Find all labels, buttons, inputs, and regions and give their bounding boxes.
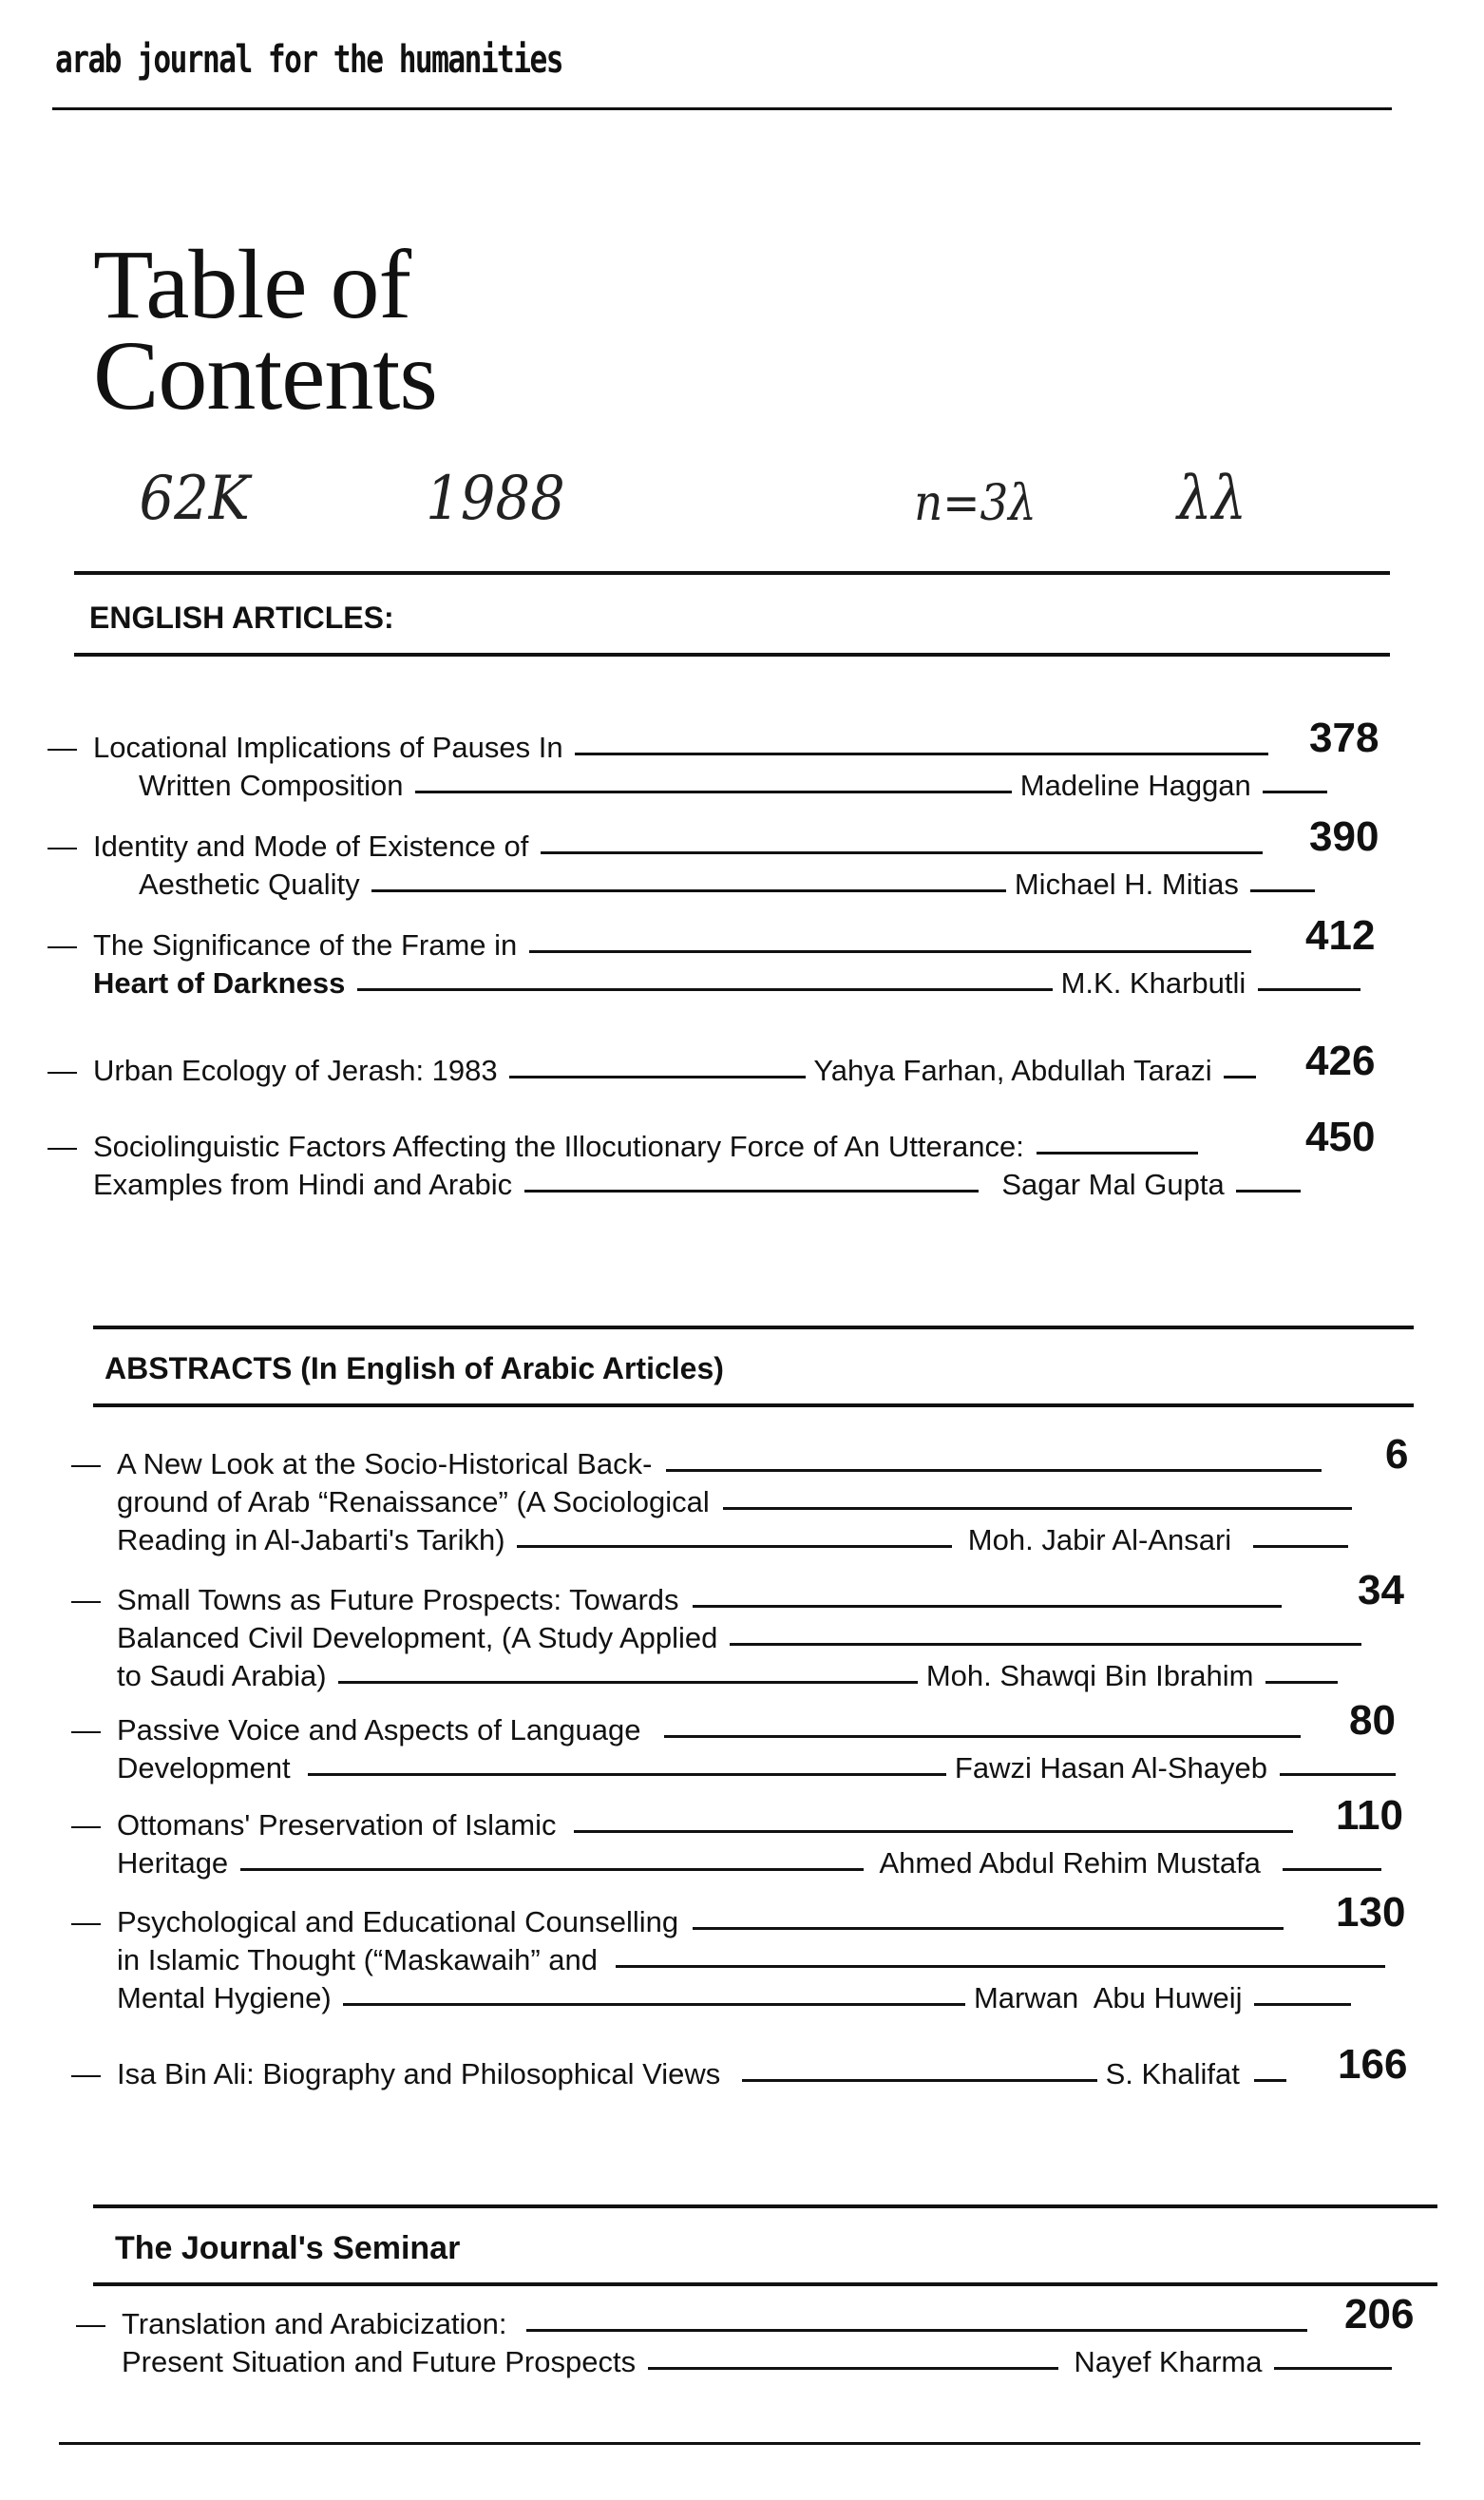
- dot-leader: [1258, 988, 1360, 991]
- entry-title-line: ground of Arab “Renaissance” (A Sociological: [117, 1485, 710, 1518]
- entry-title-line: Present Situation and Future Prospects: [122, 2345, 637, 2378]
- dot-leader: [616, 1965, 1385, 1968]
- entry-title-line: Urban Ecology of Jerash: 1983: [93, 1054, 498, 1087]
- entry-dash: —: [71, 1447, 101, 1480]
- page-number: 450: [1305, 1114, 1376, 1160]
- page-number: 378: [1309, 715, 1379, 761]
- dot-leader: [693, 1927, 1284, 1930]
- handwritten-code-3: n=3λ: [914, 475, 1037, 532]
- dot-leader: [308, 1773, 946, 1776]
- entry-title-line: Translation and Arabicization:: [122, 2307, 507, 2340]
- entry-title-line: Heart of Darkness: [93, 966, 346, 1000]
- toc-entry-english-3: [48, 912, 1392, 1002]
- dot-leader: [1254, 2003, 1351, 2006]
- entry-author: Fawzi Hasan Al-Shayeb: [954, 1751, 1268, 1784]
- page-title: [93, 230, 437, 430]
- toc-entry-abstract-5: [71, 1889, 1414, 2017]
- dot-leader: [666, 1469, 1322, 1472]
- dot-leader: [343, 2003, 965, 2006]
- dot-leader: [1253, 1545, 1348, 1548]
- entry-dash: —: [71, 2057, 101, 2090]
- handwritten-code-2: 1988: [426, 464, 565, 534]
- entry-dash: —: [71, 1713, 101, 1746]
- dot-leader: [1037, 1152, 1198, 1155]
- entry-title-line: Sociolinguistic Factors Affecting the Illocutionary Force of An Utterance:: [93, 1130, 1024, 1163]
- entry-title-line: Ottomans' Preservation of Islamic: [117, 1808, 557, 1842]
- toc-entry-abstract-4: [71, 1792, 1414, 1882]
- dot-leader: [415, 791, 1012, 793]
- abstracts-heading: ABSTRACTS (In English of Arabic Articles): [105, 1351, 724, 1385]
- dot-leader: [1250, 889, 1315, 892]
- toc-entry-english-5: [48, 1114, 1392, 1204]
- dot-leader: [371, 889, 1006, 892]
- page-number: 166: [1338, 2041, 1408, 2088]
- abstracts-top-rule: [93, 1326, 1414, 1329]
- page-number: 6: [1385, 1431, 1409, 1478]
- dot-leader: [1274, 2367, 1392, 2370]
- entry-dash: —: [48, 1054, 77, 1087]
- toc-entry-abstract-2: [71, 1567, 1414, 1695]
- seminar-bottom-rule: [93, 2282, 1437, 2286]
- dot-leader: [517, 1545, 952, 1548]
- toc-entry-english-1: [48, 715, 1392, 805]
- entry-author: Moh. Shawqi Bin Ibrahim: [925, 1659, 1254, 1692]
- entry-author: Marwan Abu Huweij: [973, 1981, 1243, 2014]
- entry-author: Yahya Farhan, Abdullah Tarazi: [813, 1054, 1212, 1087]
- dot-leader: [1280, 1773, 1396, 1776]
- dot-leader: [664, 1735, 1301, 1738]
- entry-title-line: Development: [117, 1751, 291, 1784]
- english-top-rule: [74, 571, 1390, 575]
- journal-name: arab journal for the humanities: [55, 38, 562, 82]
- dot-leader: [541, 851, 1263, 854]
- toc-entry-english-2: [48, 813, 1392, 904]
- entry-title-line: Identity and Mode of Existence of: [93, 830, 529, 863]
- dot-leader: [1283, 1868, 1381, 1871]
- dot-leader: [524, 1190, 979, 1193]
- title-line-2: Contents: [93, 321, 437, 430]
- dot-leader: [1224, 1076, 1256, 1078]
- toc-entry-abstract-6: [71, 2041, 1414, 2093]
- entry-dash: —: [48, 731, 77, 764]
- entry-title-line: Passive Voice and Aspects of Language: [117, 1713, 641, 1746]
- page-number: 130: [1336, 1889, 1406, 1936]
- entry-title-line: Examples from Hindi and Arabic: [93, 1168, 513, 1201]
- page-number: 390: [1309, 813, 1379, 860]
- dot-leader: [529, 950, 1251, 953]
- dot-leader: [742, 2079, 1097, 2082]
- seminar-top-rule: [93, 2204, 1437, 2208]
- entry-title-line: Locational Implications of Pauses In: [93, 731, 563, 764]
- dot-leader: [526, 2329, 1307, 2332]
- entry-title-line: Aesthetic Quality: [139, 868, 360, 901]
- entry-title-line: Heritage: [117, 1846, 229, 1880]
- entry-author: Madeline Haggan: [1019, 769, 1251, 802]
- entry-dash: —: [48, 928, 77, 962]
- dot-leader: [648, 2367, 1058, 2370]
- page-number: 34: [1358, 1567, 1404, 1613]
- handwritten-code-1: 62K: [139, 464, 250, 534]
- entry-dash: —: [71, 1583, 101, 1616]
- dot-leader: [357, 988, 1053, 991]
- entry-title-line: Written Composition: [139, 769, 404, 802]
- title-line-1: Table of: [93, 230, 411, 339]
- entry-title-line: to Saudi Arabia): [117, 1659, 327, 1692]
- abstracts-bottom-rule: [93, 1403, 1414, 1407]
- english-heading: ENGLISH ARTICLES:: [89, 601, 394, 635]
- dot-leader: [1254, 2079, 1286, 2082]
- toc-entry-english-4: [48, 1038, 1392, 1090]
- entry-title-line: A New Look at the Socio-Historical Back-: [117, 1447, 653, 1480]
- toc-entry-abstract-1: [71, 1431, 1414, 1559]
- dot-leader: [723, 1507, 1352, 1510]
- dot-leader: [1263, 791, 1327, 793]
- entry-title-line: Balanced Civil Development, (A Study Applied: [117, 1621, 718, 1654]
- entry-author: Ahmed Abdul Rehim Mustafa: [879, 1846, 1261, 1880]
- dot-leader: [338, 1681, 918, 1684]
- footer-rule: [59, 2442, 1420, 2445]
- entry-title-line: The Significance of the Frame in: [93, 928, 518, 962]
- page-number: 110: [1336, 1792, 1403, 1839]
- header-rule: [52, 107, 1392, 110]
- page-number: 206: [1344, 2291, 1415, 2338]
- entry-author: Moh. Jabir Al-Ansari: [967, 1523, 1232, 1556]
- entry-title-line: Small Towns as Future Prospects: Towards: [117, 1583, 679, 1616]
- toc-entry-abstract-3: [71, 1697, 1414, 1787]
- entry-dash: —: [48, 830, 77, 863]
- entry-title-line: Mental Hygiene): [117, 1981, 332, 2014]
- entry-author: M.K. Kharbutli: [1060, 966, 1246, 1000]
- entry-title-line: in Islamic Thought (“Maskawaih” and: [117, 1943, 598, 1976]
- page-number: 412: [1305, 912, 1376, 959]
- entry-dash: —: [48, 1130, 77, 1163]
- dot-leader: [240, 1868, 864, 1871]
- entry-title-line: Psychological and Educational Counselling: [117, 1905, 679, 1938]
- page-number: 80: [1349, 1697, 1396, 1744]
- english-bottom-rule: [74, 653, 1390, 657]
- entry-author: Michael H. Mitias: [1014, 868, 1239, 901]
- entry-dash: —: [71, 1905, 101, 1938]
- dot-leader: [730, 1643, 1361, 1646]
- entry-dash: —: [71, 1808, 101, 1842]
- seminar-heading: The Journal's Seminar: [115, 2230, 461, 2266]
- dot-leader: [509, 1076, 806, 1078]
- entry-dash: —: [76, 2307, 105, 2340]
- entry-title-line: Reading in Al-Jabarti's Tarikh): [117, 1523, 505, 1556]
- dot-leader: [575, 753, 1268, 755]
- page-number: 426: [1305, 1038, 1376, 1084]
- dot-leader: [1265, 1681, 1338, 1684]
- dot-leader: [574, 1830, 1293, 1833]
- handwritten-code-4: λλ: [1177, 464, 1247, 534]
- entry-title-line: Isa Bin Ali: Biography and Philosophical Views: [117, 2057, 721, 2090]
- toc-entry-seminar-1: [76, 2291, 1437, 2381]
- entry-author: S. Khalifat: [1105, 2057, 1240, 2090]
- dot-leader: [1236, 1190, 1301, 1193]
- entry-author: Sagar Mal Gupta: [1001, 1168, 1225, 1201]
- dot-leader: [693, 1605, 1282, 1608]
- entry-author: Nayef Kharma: [1074, 2345, 1263, 2378]
